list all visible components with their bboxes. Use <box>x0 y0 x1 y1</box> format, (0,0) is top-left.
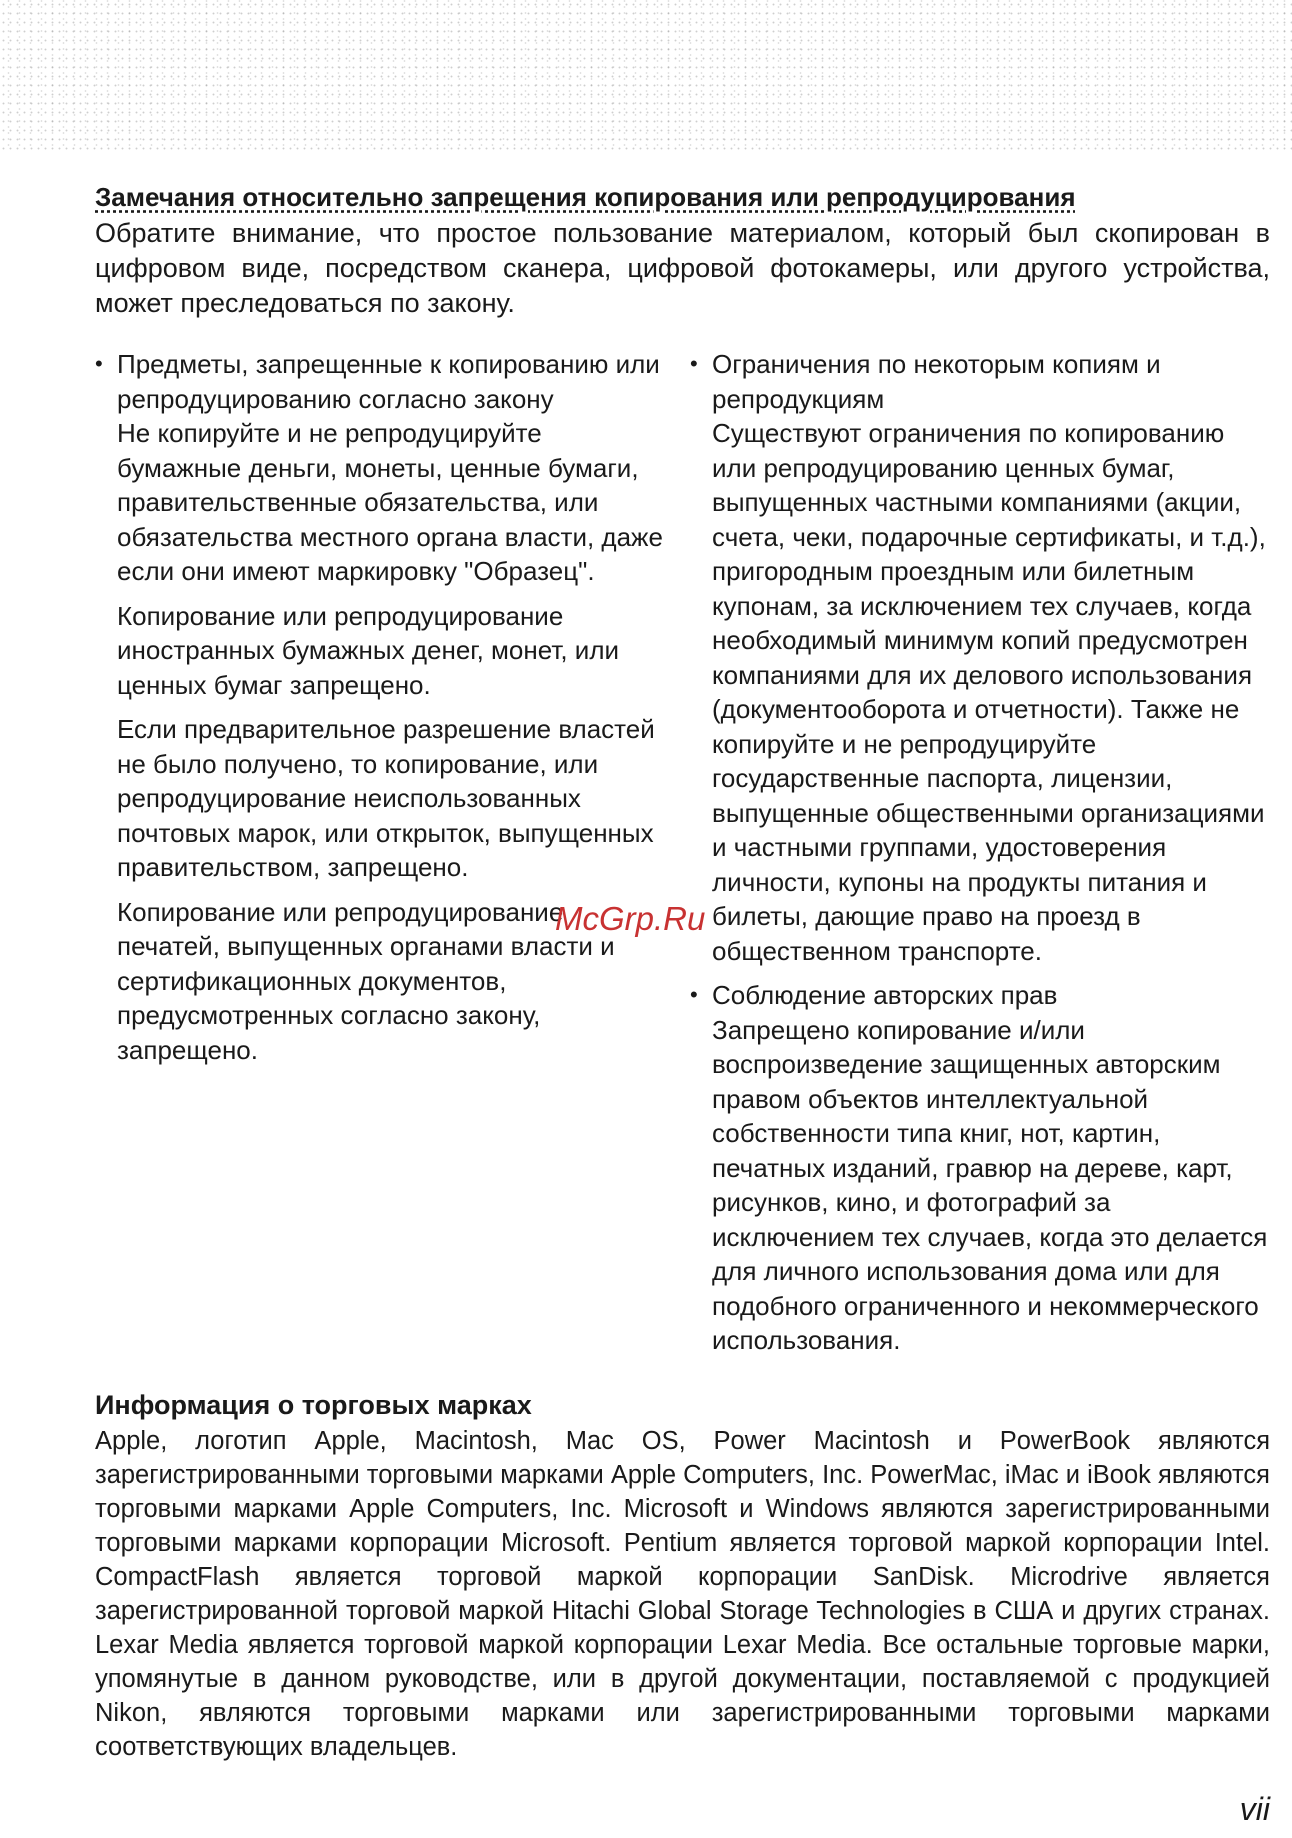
bullet-paragraph: Не копируйте и не репродуцируйте бумажные деньги, монеты, ценные бумаги, правительственные обязательства, или обязательства местного органа власти, даже если они имеют маркировку "Образец". <box>117 418 663 586</box>
bullet-paragraph: Запрещено копирование и/или воспроизведение защищенных авторским правом объектов интеллектуальной собственности типа книг, нот, картин, печатных изданий, гравюр на дереве, карт, рисунков, кино, и фотографий за исключением тех случаев, когда это делается для личного использования дома или для подобного ограниченного и некоммерческого использования. <box>712 1014 1268 1355</box>
trademarks-title: Информация о торговых марках <box>95 1389 532 1420</box>
bullet-restrictions <box>690 347 1270 978</box>
scan-noise <box>0 0 1292 150</box>
bullet-title: Ограничения по некоторым копиям и репродукциям <box>712 349 1161 414</box>
bullet-copyright <box>690 978 1270 1368</box>
copy-notice-intro: Обратите внимание, что простое пользование материалом, который был скопирован в цифровом виде, посредством сканера, цифровой фотокамеры, или другого устройства, может преследоваться по закону. <box>95 218 1270 318</box>
left-column <box>95 347 665 1368</box>
bullet-paragraph: Существуют ограничения по копированию или репродуцированию ценных бумаг, выпущенных частными компаниями (акции, счета, чеки, подарочные сертификаты, и т.д.), пригородным проездным или билетным купонам, за исключением тех случаев, когда необходимый минимум копий предусмотрен компаниями для их делового использования (документооборота и отчетности). Также не копируйте и не репродуцируйте государственные паспорта, лицензии, выпущенные общественными организациями и частными группами, удостоверения личности, купоны на продукты питания и билеты, дающие право на проезд в общественном транспорте. <box>712 418 1266 966</box>
bullet-prohibited-items <box>95 347 665 1077</box>
bullet-paragraph: Копирование или репродуцирование печатей, выпущенных органами власти и сертификационных документов, предусмотренных согласно закону, запрещено. <box>117 896 615 1065</box>
document-page <box>95 180 1270 1764</box>
bullet-paragraph: Если предварительное разрешение властей не было получено, то копирование, или репродуцирование неиспользованных почтовых марок, или открыток, выпущенных правительством, запрещено. <box>117 714 655 882</box>
bullet-paragraph: Копирование или репродуцирование иностранных бумажных денег, монет, или ценных бумаг запрещено. <box>117 600 620 700</box>
bullet-title: Предметы, запрещенные к копированию или репродуцированию согласно закону <box>117 349 660 414</box>
bullet-title: Соблюдение авторских прав <box>712 980 1058 1010</box>
trademarks-text: Apple, логотип Apple, Macintosh, Mac OS, Power Macintosh и PowerBook являются зарегистрированными торговыми марками Apple Computers, Inc. PowerMac, iMac и iBook являются торговыми марками Apple Computers, Inc. Microsoft и Windows являются зарегистрированными торговыми марками корпорации Microsoft. Pentium является торговой маркой корпорации Intel. CompactFlash является торговой маркой корпорации SanDisk. Microdrive является зарегистрированной торговой маркой Hitachi Global Storage Technologies в США и других странах. Lexar Media является торговой маркой корпорации Lexar Media. Все остальные торговые марки, упомянутые в данном руководстве, или в другой документации, поставляемой с продукцией Nikon, являются торговыми марками или зарегистрированными торговыми марками соответствующих владельцев. <box>95 1426 1270 1761</box>
bullet-dot-icon: • <box>690 351 698 376</box>
watermark: McGrp.Ru <box>555 900 706 937</box>
right-column <box>690 347 1270 1368</box>
copy-notice-title: Замечания относительно запрещения копирования или репродуцирования <box>95 182 1076 212</box>
bullet-dot-icon: • <box>95 351 103 376</box>
bullet-dot-icon: • <box>690 982 698 1007</box>
two-columns <box>95 347 1270 1368</box>
page-number: vii <box>1239 1791 1270 1827</box>
